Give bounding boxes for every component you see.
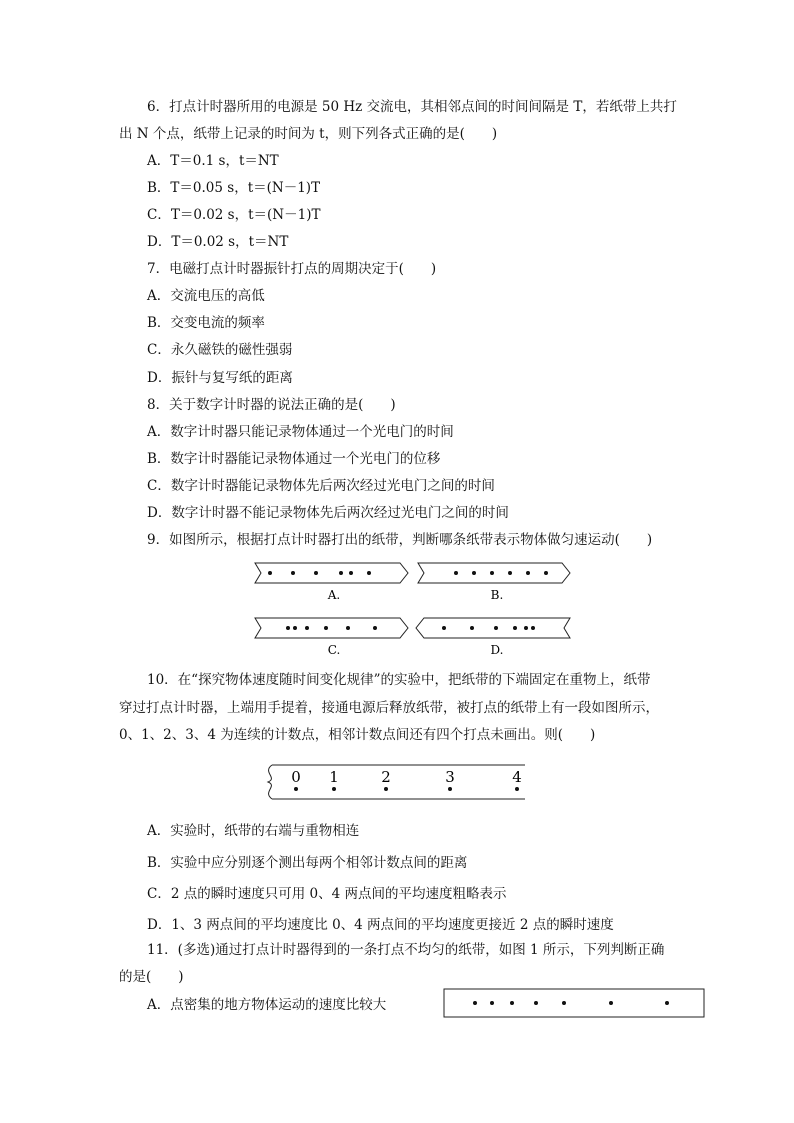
- tape-b-label: B.: [490, 588, 504, 602]
- count-point-0: [294, 787, 298, 791]
- tape-b-dot: [490, 571, 494, 575]
- tape-label-4: 4: [512, 768, 522, 786]
- q8-option-a: A．数字计时器只能记录物体通过一个光电门的时间: [147, 424, 454, 440]
- tape-a-label: A.: [327, 588, 341, 602]
- tape-d-dot: [524, 626, 528, 630]
- tape-c-dot: [373, 626, 377, 630]
- q11-tape-dot: [534, 1001, 538, 1005]
- q8-option-b: B．数字计时器能记录物体通过一个光电门的位移: [147, 451, 441, 467]
- q10-option-c: C．2 点的瞬时速度只可用 0、4 两点间的平均速度粗略表示: [147, 886, 507, 902]
- tape-a-dot: [339, 571, 343, 575]
- q6-stem-line1: 6．打点计时器所用的电源是 50 Hz 交流电，其相邻点间的时间间隔是 T，若纸带上共打: [147, 99, 677, 115]
- tape-c-label: C.: [327, 643, 341, 657]
- tape-c-dot: [324, 626, 328, 630]
- q11-tape-figure: [443, 988, 707, 1020]
- tape-b-dot: [508, 571, 512, 575]
- q6-stem-line2: 出 N 个点，纸带上记录的时间为 t，则下列各式正确的是( ): [119, 126, 498, 142]
- q8-option-c: C．数字计时器能记录物体先后两次经过光电门之间的时间: [147, 478, 495, 494]
- tape-d-dot: [470, 626, 474, 630]
- q9-tape-figure: [240, 555, 580, 665]
- tape-label-0: 0: [291, 768, 301, 786]
- tape-b-dot: [454, 571, 458, 575]
- q10-stem-line2: 穿过打点计时器，上端用手提着，接通电源后释放纸带，被打点的纸带上有一段如图所示，: [119, 700, 659, 716]
- q8-option-d: D．数字计时器不能记录物体先后两次经过光电门之间的时间: [147, 505, 509, 521]
- q6-option-c: C．T＝0.02 s，t＝(N－1)T: [147, 207, 321, 223]
- tape-c-dot: [305, 626, 309, 630]
- q6-option-b: B．T＝0.05 s，t＝(N－1)T: [147, 180, 321, 196]
- tape-d-dot: [494, 626, 498, 630]
- q11-option-a: A．点密集的地方物体运动的速度比较大: [147, 997, 387, 1013]
- tape-a-dot: [367, 571, 371, 575]
- tape-d-dot: [442, 626, 446, 630]
- tape-a: [255, 563, 408, 583]
- tape-label-3: 3: [445, 768, 455, 786]
- tape-c-dot: [293, 626, 297, 630]
- tape-d-dot: [513, 626, 517, 630]
- q10-stem-line1: 10．在“探究物体速度随时间变化规律”的实验中，把纸带的下端固定在重物上，纸带: [147, 672, 651, 688]
- q10-option-b: B．实验中应分别逐个测出每两个相邻计数点间的距离: [147, 855, 468, 871]
- q11-stem-line1: 11．(多选)通过打点计时器得到的一条打点不均匀的纸带，如图 1 所示，下列判断正确: [147, 942, 665, 958]
- tape-d-label: D.: [490, 643, 504, 657]
- tape-c-dot: [346, 626, 350, 630]
- tape-d-dot: [531, 626, 535, 630]
- tape-a-dot: [291, 571, 295, 575]
- q11-tape-dot: [609, 1001, 613, 1005]
- q7-option-d: D．振针与复写纸的距离: [147, 370, 293, 386]
- q11-tape-dot: [665, 1001, 669, 1005]
- tape-b-dot: [544, 571, 548, 575]
- tape-a-dot: [349, 571, 353, 575]
- q10-stem-line3: 0、1、2、3、4 为连续的计数点，相邻计数点间还有四个打点未画出。则( ): [119, 727, 596, 743]
- count-point-1: [332, 787, 336, 791]
- q11-tape-dot: [562, 1001, 566, 1005]
- q7-option-b: B．交变电流的频率: [147, 315, 265, 331]
- q11-tape-dot: [473, 1001, 477, 1005]
- q10-option-d: D．1、3 两点间的平均速度比 0、4 两点间的平均速度更接近 2 点的瞬时速度: [147, 917, 614, 933]
- q6-option-a: A．T＝0.1 s，t＝NT: [147, 153, 279, 169]
- tape-a-dot: [314, 571, 318, 575]
- count-point-3: [448, 787, 452, 791]
- tape-c-dot: [286, 626, 290, 630]
- q9-stem: 9．如图所示，根据打点计时器打出的纸带，判断哪条纸带表示物体做匀速运动( ): [147, 532, 653, 548]
- tape-b-dot: [472, 571, 476, 575]
- q8-stem: 8．关于数字计时器的说法正确的是( ): [147, 397, 396, 413]
- tape-b-dot: [526, 571, 530, 575]
- q11-tape-dot: [510, 1001, 514, 1005]
- tape-d: [416, 618, 570, 638]
- count-point-2: [384, 787, 388, 791]
- q7-option-c: C．永久磁铁的磁性强弱: [147, 342, 293, 358]
- q7-option-a: A．交流电压的高低: [147, 288, 265, 304]
- q11-tape-dot: [490, 1001, 494, 1005]
- q10-option-a: A．实验时，纸带的右端与重物相连: [147, 823, 360, 839]
- tape-a-dot: [268, 571, 272, 575]
- tape-label-1: 1: [329, 768, 339, 786]
- q10-tape-figure: [260, 760, 535, 806]
- q11-stem-line2: 的是( ): [119, 969, 184, 985]
- q7-stem: 7．电磁打点计时器振针打点的周期决定于( ): [147, 261, 437, 277]
- q6-option-d: D．T＝0.02 s，t＝NT: [147, 234, 289, 250]
- tape-c: [255, 618, 408, 638]
- tape-label-2: 2: [381, 768, 391, 786]
- count-point-4: [515, 787, 519, 791]
